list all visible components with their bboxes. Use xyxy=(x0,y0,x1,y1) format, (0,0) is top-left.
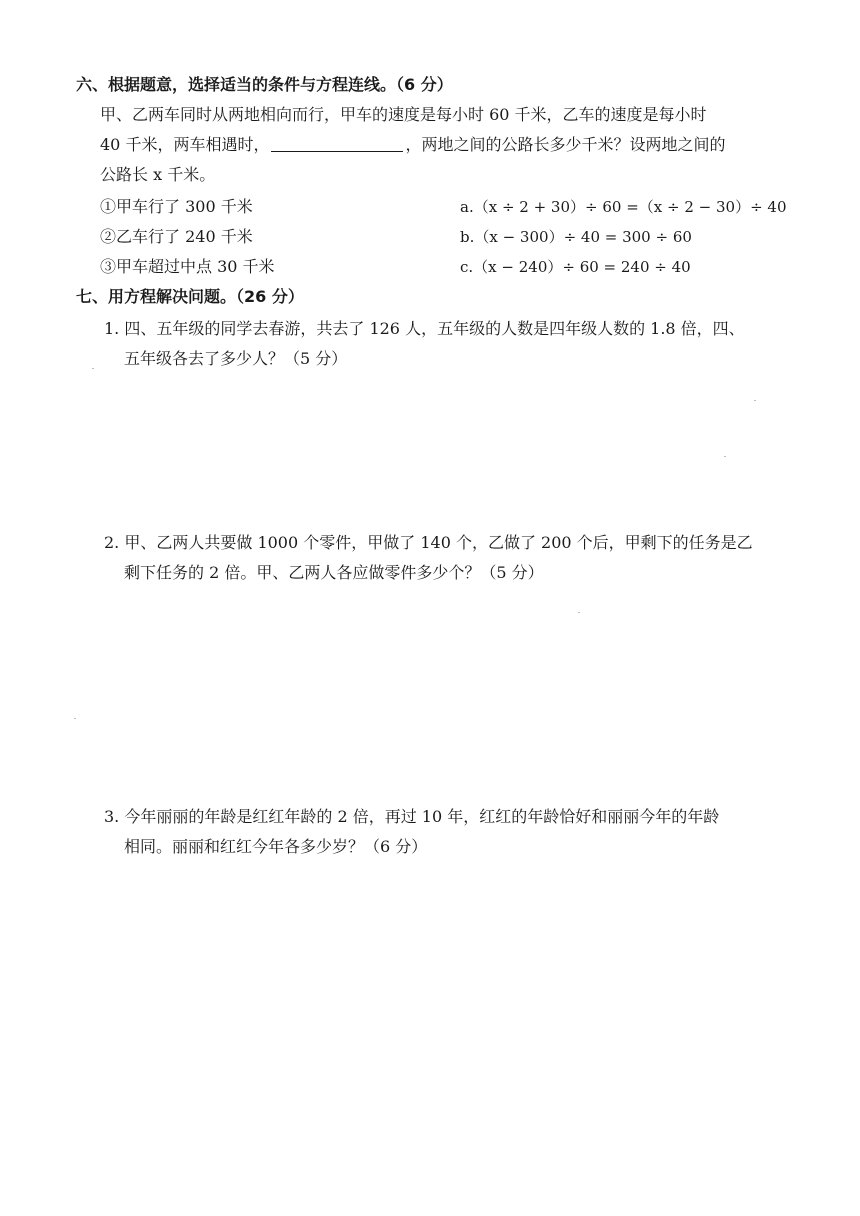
equation-c[interactable]: c.（x − 240）÷ 60 = 240 ÷ 40 xyxy=(460,258,691,276)
fill-in-blank[interactable] xyxy=(271,135,403,152)
problem-line-2-end: ，两地之间的公路长多少千米？设两地之间的 xyxy=(405,135,726,154)
condition-2[interactable]: ②乙车行了 240 千米 xyxy=(100,227,253,246)
scan-speck xyxy=(578,612,580,613)
answer-area-2[interactable] xyxy=(124,594,784,794)
question-3-line-2: 相同。丽丽和红红今年各多少岁？（6 分） xyxy=(124,837,428,856)
equation-a[interactable]: a.（x ÷ 2 + 30）÷ 60 =（x ÷ 2 − 30）÷ 40 xyxy=(460,198,787,216)
question-1-line-2: 五年级各去了多少人？（5 分） xyxy=(124,349,348,368)
section-6-problem-line-1: 甲、乙两车同时从两地相向而行，甲车的速度是每小时 60 千米，乙车的速度是每小时 xyxy=(100,105,707,124)
answer-area-3[interactable] xyxy=(124,868,784,1168)
question-1-line-1: 1. 四、五年级的同学去春游，共去了 126 人，五年级的人数是四年级人数的 1.8 倍，四、 xyxy=(104,319,745,338)
section-6-problem-line-3: 公路长 x 千米。 xyxy=(100,165,216,184)
question-2-line-1: 2. 甲、乙两人共要做 1000 个零件，甲做了 140 个，乙做了 200 个后，甲剩下的任务是乙 xyxy=(104,533,753,552)
scan-speck xyxy=(754,400,756,401)
equation-b[interactable]: b.（x − 300）÷ 40 = 300 ÷ 60 xyxy=(460,228,692,246)
answer-area-1[interactable] xyxy=(124,380,784,520)
question-2-line-2: 剩下任务的 2 倍。甲、乙两人各应做零件多少个？（5 分） xyxy=(124,563,544,582)
scan-speck xyxy=(724,456,726,457)
problem-line-2-start: 40 千米，两车相遇时， xyxy=(100,135,270,154)
section-7-title: 七、用方程解决问题。（26 分） xyxy=(76,287,304,306)
question-3-line-1: 3. 今年丽丽的年龄是红红年龄的 2 倍，再过 10 年，红红的年龄恰好和丽丽今年的年龄 xyxy=(104,807,720,826)
section-6-problem-line-2 xyxy=(100,134,725,156)
condition-1[interactable]: ①甲车行了 300 千米 xyxy=(100,197,253,216)
scan-speck xyxy=(92,368,94,369)
scan-speck xyxy=(74,718,76,719)
section-6-title: 六、根据题意，选择适当的条件与方程连线。（6 分） xyxy=(76,75,453,94)
condition-3[interactable]: ③甲车超过中点 30 千米 xyxy=(100,257,275,276)
